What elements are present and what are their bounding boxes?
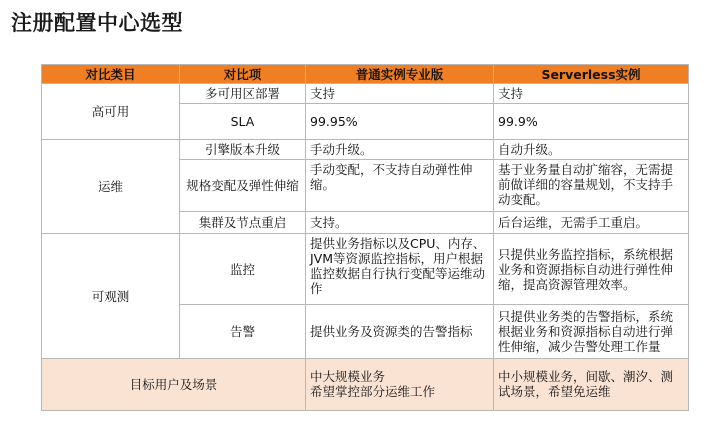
category-cell: 可观测 (42, 234, 180, 358)
item-cell: SLA (180, 104, 306, 140)
table-row (42, 84, 689, 104)
serverless-cell: 只提供业务类的告警指标，系统根据业务和资源指标自动进行弹性伸缩，减少告警处理工作量 (494, 304, 689, 358)
header-category: 对比类目 (42, 65, 180, 84)
footer-standard-cell (306, 358, 494, 410)
standard-cell: 支持 (306, 84, 494, 104)
footer-label-cell: 目标用户及场景 (42, 358, 306, 410)
item-cell: 集群及节点重启 (180, 212, 306, 234)
header-item: 对比项 (180, 65, 306, 84)
standard-cell: 99.95% (306, 104, 494, 140)
header-standard: 普通实例专业版 (306, 65, 494, 84)
serverless-cell: 基于业务量自动扩缩容，无需提前做详细的容量规划，不支持手动变配。 (494, 160, 689, 212)
standard-cell: 提供业务及资源类的告警指标 (306, 304, 494, 358)
standard-cell: 支持。 (306, 212, 494, 234)
comparison-table (41, 64, 689, 411)
item-cell: 告警 (180, 304, 306, 358)
item-cell: 监控 (180, 234, 306, 304)
serverless-cell: 99.9% (494, 104, 689, 140)
category-cell: 高可用 (42, 84, 180, 140)
table-header-row (42, 65, 689, 84)
standard-cell: 提供业务指标以及CPU、内存、JVM等资源监控指标，用户根据监控数据自行执行变配等运维动作 (306, 234, 494, 304)
table-row (42, 234, 689, 304)
item-cell: 多可用区部署 (180, 84, 306, 104)
table-row (42, 140, 689, 160)
serverless-cell: 自动升级。 (494, 140, 689, 160)
footer-serverless-cell: 中小规模业务，间歇、潮汐、测试场景，希望免运维 (494, 358, 689, 410)
category-cell: 运维 (42, 140, 180, 234)
item-cell: 引擎版本升级 (180, 140, 306, 160)
standard-cell: 手动变配，不支持自动弹性伸缩。 (306, 160, 494, 212)
standard-cell: 手动升级。 (306, 140, 494, 160)
footer-standard-line-2: 希望掌控部分运维工作 (310, 384, 436, 400)
footer-row (42, 358, 689, 410)
footer-standard-line-1: 中大规模业务 (310, 369, 386, 385)
page-title: 注册配置中心选型 (11, 11, 183, 35)
serverless-cell: 后台运维，无需手工重启。 (494, 212, 689, 234)
header-serverless: Serverless实例 (494, 65, 689, 84)
item-cell: 规格变配及弹性伸缩 (180, 160, 306, 212)
serverless-cell: 支持 (494, 84, 689, 104)
serverless-cell: 只提供业务监控指标，系统根据业务和资源指标自动进行弹性伸缩，提高资源管理效率。 (494, 234, 689, 304)
